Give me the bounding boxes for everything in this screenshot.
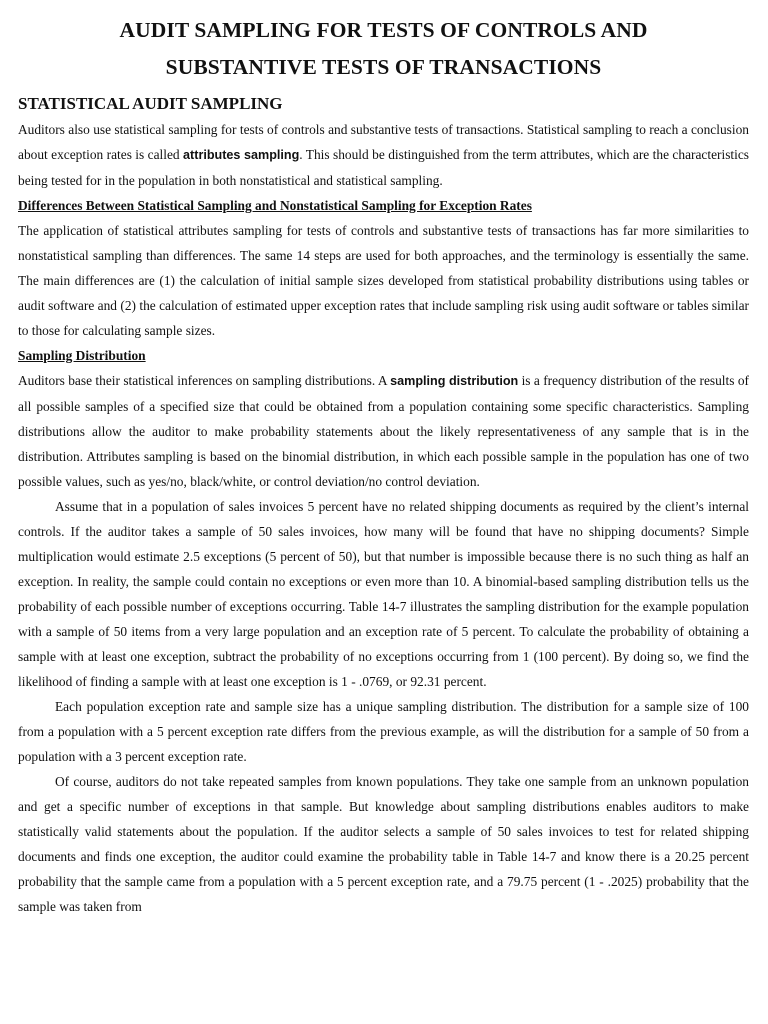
assume-paragraph: Assume that in a population of sales invoices 5 percent have no related shipping documents as required by the client’s internal controls. If the auditor takes a sample of 50 sales invoices, how many will be found that have no shipping documents? Simple multiplication would estimate 2.5 exceptions (5 percent of 50), but that number is impossible because there is no such thing as half an exception. In reality, the sample could contain no exceptions or even more than 10. A binomial-based sampling distribution tells us the probability of each possible number of exceptions occurring. Table 14-7 illustrates the sampling distribution for the example population with a sample of 50 items from a very large population and an exception rate of 5 percent. To calculate the probability of obtaining a sample with at least one exception, subtract the probability of no exceptions occurring from 1 (100 percent). By doing so, we find the likelihood of finding a sample with at least one exception is 1 - .0769, or 92.31 percent. xyxy=(18,499,749,689)
each-population-paragraph: Each population exception rate and sample size has a unique sampling distribution. The distribution for a sample size of 100 from a population with a 5 percent exception rate differs from the previous example, as will the distribution for a sample of 50 from a population with a 3 percent exception rate. xyxy=(18,699,749,764)
document-page xyxy=(18,12,749,919)
of-course-paragraph: Of course, auditors do not take repeated samples from known populations. They take one sample from an unknown population and get a specific number of exceptions in that sample. But knowledge about sampling distributions enables auditors to make statistically valid statements about the population. If the auditor selects a sample of 50 sales invoices to test for related shipping documents and finds one exception, the auditor could examine the probability table in Table 14-7 and know there is a 20.25 percent probability that the sample came from a population with a 5 percent exception rate, and a 79.75 percent (1 - .2025) probability that the sample was taken from xyxy=(18,774,749,914)
intro-text-1: Auditors also use statistical sampling for tests of controls and substantive tests of transactions. Statistical sampling to reach a conclusion about exception rates is called xyxy=(18,122,749,162)
distribution-text-1: Auditors base their statistical inferences on sampling distributions. A xyxy=(18,373,391,388)
distribution-text-2: is a frequency distribution of the results of all possible samples of a specified size that could be obtained from a population containing some specific characteristics. Sampling distributions allow the auditor to make probability statements about the likely representativeness of any sample that is in the distribution. Attributes sampling is based on the binomial distribution, in which each possible sample in the population has one of two possible values, such as yes/no, black/white, or control deviation/no control deviation. xyxy=(18,373,749,489)
title-line-1: AUDIT SAMPLING FOR TESTS OF CONTROLS AND xyxy=(119,18,648,42)
intro-text-2: . This should be distinguished from the term attributes, which are the characteristics being tested for in the population in both nonstatistical and statistical sampling. xyxy=(18,147,750,188)
distribution-paragraph xyxy=(18,368,749,494)
sampling-distribution-term: sampling distribution xyxy=(390,374,519,388)
title-line-2: SUBSTANTIVE TESTS OF TRANSACTIONS xyxy=(165,55,602,79)
sampling-distribution-heading: Sampling Distribution xyxy=(18,348,146,363)
intro-paragraph xyxy=(18,117,749,193)
differences-paragraph: The application of statistical attributes sampling for tests of controls and substantive tests of transactions has far more similarities to nonstatistical sampling than differences. The same 14 steps are used for both approaches, and the terminology is essentially the same. The main differences are (1) the calculation of initial sample sizes developed from statistical probability distributions using tables or audit software and (2) the calculation of estimated upper exception rates that include sampling risk using audit software or tables similar to those for calculating sample sizes. xyxy=(18,223,749,338)
differences-heading: Differences Between Statistical Sampling and Nonstatistical Sampling for Exception Rates xyxy=(18,198,532,213)
attributes-sampling-term: attributes sampling xyxy=(183,148,300,162)
section-title: STATISTICAL AUDIT SAMPLING xyxy=(18,94,283,113)
document-title xyxy=(18,12,749,86)
